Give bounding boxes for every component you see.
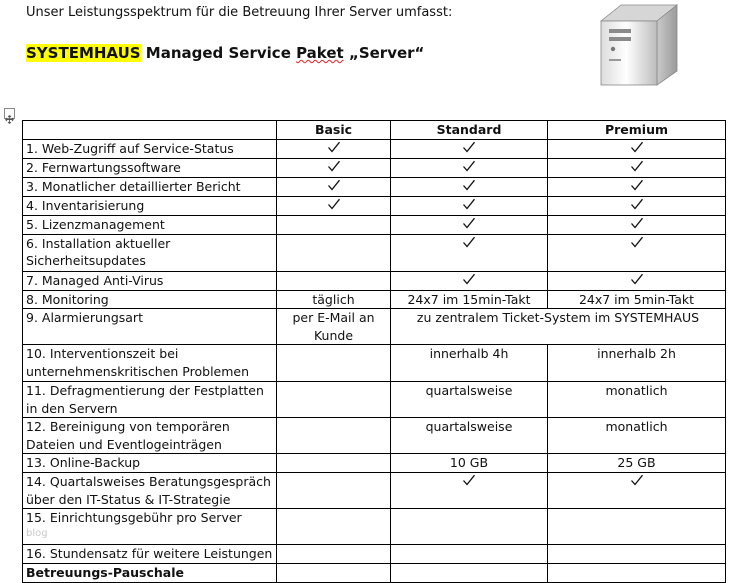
- checkmark-icon: [630, 141, 644, 153]
- standard-cell: [391, 473, 548, 509]
- basic-cell: [277, 345, 391, 382]
- feature-label: [23, 545, 277, 564]
- feature-text: 3. Monatlicher detaillierter Bericht: [26, 179, 241, 194]
- standard-cell: innerhalb 4h: [391, 345, 548, 382]
- standard-cell: [391, 159, 548, 178]
- checkmark-icon: [630, 179, 644, 191]
- basic-cell: [277, 159, 391, 178]
- feature-text: 6. Installation aktueller Sicherheitsupdates: [26, 235, 171, 268]
- checkmark-icon: [630, 273, 644, 285]
- feature-text: 13. Online-Backup: [26, 455, 141, 470]
- feature-text: 2. Fernwartungssoftware: [26, 160, 181, 175]
- server-tower-image: [597, 3, 681, 91]
- feature-text: Betreuungs-Pauschale: [26, 565, 185, 580]
- header-cell-premium: Premium: [548, 121, 726, 140]
- table-row: [23, 345, 726, 382]
- premium-cell: [548, 216, 726, 235]
- feature-text: 16. Stundensatz für weitere Leistungen: [26, 546, 273, 561]
- service-comparison-table: [22, 120, 726, 583]
- table-row: [23, 382, 726, 418]
- checkmark-icon: [462, 273, 476, 285]
- headline-text-end: „Server“: [343, 44, 425, 62]
- feature-label: [23, 382, 277, 418]
- table-row: [23, 418, 726, 454]
- premium-cell: innerhalb 2h: [548, 345, 726, 382]
- premium-cell: [548, 545, 726, 564]
- standard-cell: [391, 564, 548, 583]
- checkmark-icon: [462, 160, 476, 172]
- feature-text: 4. Inventarisierung: [26, 198, 145, 213]
- feature-text: 10. Interventionszeit bei unternehmenskritischen Problemen: [26, 346, 250, 379]
- standard-cell: quartalsweise: [391, 382, 548, 418]
- standard-cell: [391, 140, 548, 159]
- feature-label: [23, 216, 277, 235]
- watermark-text: blog: [26, 527, 48, 539]
- feature-text: 12. Bereinigung von temporären Dateien und Eventlogeinträgen: [26, 419, 230, 452]
- standard-cell: [391, 197, 548, 216]
- standard-cell: [391, 509, 548, 545]
- feature-label: [23, 418, 277, 454]
- feature-label: [23, 159, 277, 178]
- premium-cell: 25 GB: [548, 454, 726, 473]
- standard-cell: 10 GB: [391, 454, 548, 473]
- table-row: [23, 159, 726, 178]
- header-cell-feature: [23, 121, 277, 140]
- feature-label: [23, 197, 277, 216]
- header-cell-basic: Basic: [277, 121, 391, 140]
- feature-label: [23, 140, 277, 159]
- headline-text: Managed Service: [140, 44, 297, 62]
- table-row: [23, 234, 726, 271]
- table-row: [23, 178, 726, 197]
- basic-cell: [277, 197, 391, 216]
- standard-cell: quartalsweise: [391, 418, 548, 454]
- premium-cell: 24x7 im 5min-Takt: [548, 290, 726, 309]
- premium-cell: monatlich: [548, 418, 726, 454]
- checkmark-icon: [327, 179, 341, 191]
- feature-label: [23, 309, 277, 345]
- premium-cell: [548, 509, 726, 545]
- feature-label: [23, 509, 277, 545]
- standard-cell: [391, 234, 548, 271]
- checkmark-icon: [462, 198, 476, 210]
- premium-cell: [548, 178, 726, 197]
- premium-cell: [548, 271, 726, 290]
- table-row: [23, 216, 726, 235]
- premium-cell: [548, 197, 726, 216]
- table-row: [23, 509, 726, 545]
- brand-highlight: SYSTEMHAUS: [26, 44, 141, 62]
- table-row: [23, 564, 726, 583]
- standard-cell: [391, 271, 548, 290]
- basic-cell: [277, 382, 391, 418]
- checkmark-icon: [630, 198, 644, 210]
- feature-text: 14. Quartalsweises Beratungsgespräch über den IT-Status & IT-Strategie: [26, 474, 271, 507]
- standard-cell: [391, 216, 548, 235]
- basic-cell: [277, 418, 391, 454]
- table-row: [23, 290, 726, 309]
- basic-cell: [277, 545, 391, 564]
- basic-cell: [277, 140, 391, 159]
- checkmark-icon: [462, 179, 476, 191]
- intro-text: Unser Leistungsspektrum für die Betreuung Ihrer Server umfasst:: [26, 5, 453, 20]
- table-row: [23, 309, 726, 345]
- basic-cell: [277, 509, 391, 545]
- premium-cell: [548, 473, 726, 509]
- feature-text: 11. Defragmentierung der Festplatten in den Servern: [26, 383, 264, 416]
- checkmark-icon: [630, 236, 644, 248]
- basic-cell: [277, 564, 391, 583]
- checkmark-icon: [462, 474, 476, 486]
- feature-text: 15. Einrichtungsgebühr pro Server: [26, 510, 242, 525]
- feature-text: 5. Lizenzmanagement: [26, 217, 165, 232]
- table-row: [23, 545, 726, 564]
- basic-cell: [277, 178, 391, 197]
- checkmark-icon: [462, 141, 476, 153]
- feature-label: [23, 234, 277, 271]
- header-cell-standard: Standard: [391, 121, 548, 140]
- checkmark-icon: [462, 217, 476, 229]
- basic-cell: [277, 473, 391, 509]
- checkmark-icon: [630, 217, 644, 229]
- feature-label: [23, 178, 277, 197]
- basic-cell: täglich: [277, 290, 391, 309]
- table-move-handle-icon[interactable]: [4, 108, 15, 119]
- premium-cell: [548, 564, 726, 583]
- premium-cell: [548, 159, 726, 178]
- feature-text: 1. Web-Zugriff auf Service-Status: [26, 141, 234, 156]
- premium-cell: monatlich: [548, 382, 726, 418]
- standard-cell: [391, 178, 548, 197]
- premium-cell: [548, 234, 726, 271]
- checkmark-icon: [462, 236, 476, 248]
- offer-headline: [26, 44, 424, 62]
- basic-cell: per E-Mail an Kunde: [277, 309, 391, 345]
- table-row: [23, 197, 726, 216]
- checkmark-icon: [327, 160, 341, 172]
- basic-cell: [277, 271, 391, 290]
- feature-text: 7. Managed Anti-Virus: [26, 272, 164, 288]
- feature-label: [23, 290, 277, 309]
- standard-cell: [391, 545, 548, 564]
- table-header-row: [23, 121, 726, 140]
- feature-text: 9. Alarmierungsart: [26, 310, 143, 325]
- feature-label: [23, 473, 277, 509]
- table-row: [23, 454, 726, 473]
- table-row: [23, 271, 726, 290]
- basic-cell: [277, 454, 391, 473]
- table-row: [23, 140, 726, 159]
- feature-label: [23, 564, 277, 583]
- checkmark-icon: [630, 160, 644, 172]
- table-row: [23, 473, 726, 509]
- spellcheck-word: Paket: [296, 44, 344, 62]
- checkmark-icon: [630, 474, 644, 486]
- feature-label: [23, 454, 277, 473]
- standard-premium-merged-cell: zu zentralem Ticket-System im SYSTEMHAUS: [391, 309, 726, 345]
- standard-cell: 24x7 im 15min-Takt: [391, 290, 548, 309]
- basic-cell: [277, 234, 391, 271]
- feature-text: 8. Monitoring: [26, 291, 109, 307]
- checkmark-icon: [327, 141, 341, 153]
- feature-label: [23, 345, 277, 382]
- basic-cell: [277, 216, 391, 235]
- premium-cell: [548, 140, 726, 159]
- feature-label: [23, 271, 277, 290]
- checkmark-icon: [327, 198, 341, 210]
